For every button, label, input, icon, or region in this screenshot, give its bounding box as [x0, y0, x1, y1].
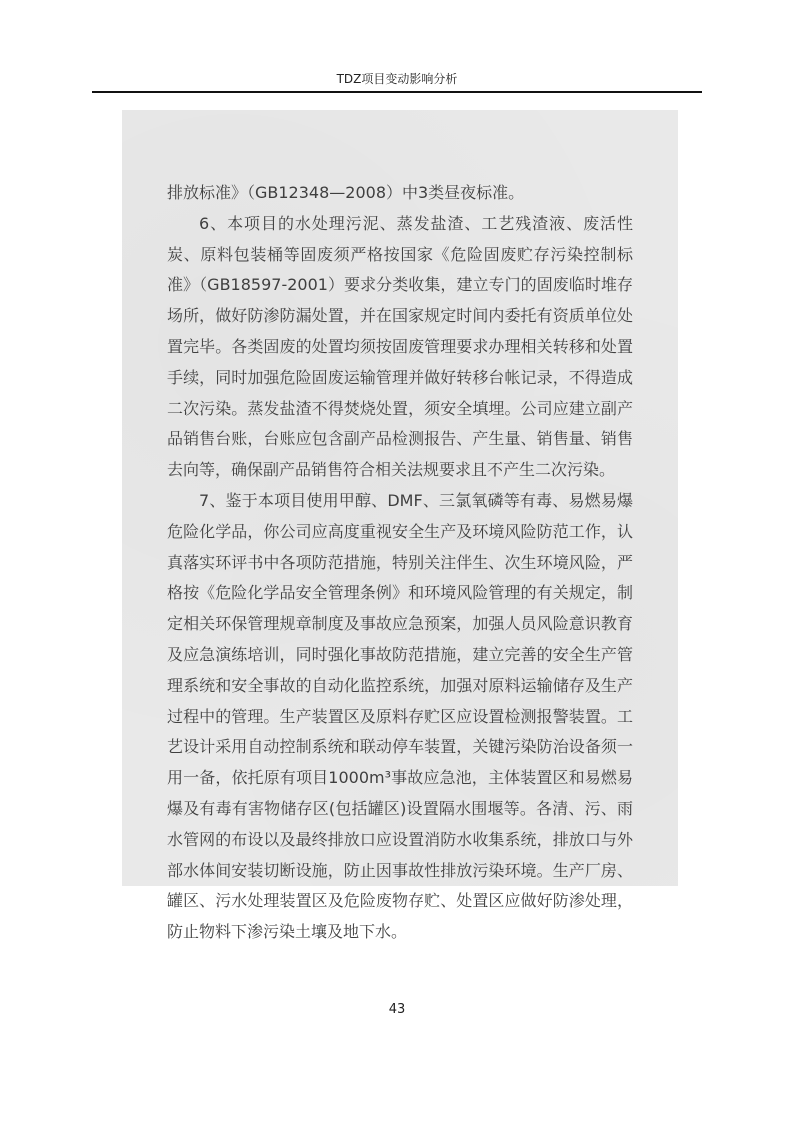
paragraph-continuation: 排放标准》（GB12348—2008）中3类昼夜标准。 — [167, 183, 525, 202]
header-divider — [92, 91, 702, 93]
paragraph-item-7: 7、鉴于本项目使用甲醇、DMF、三氯氧磷等有毒、易燃易爆危险化学品，你公司应高度重视安全生产及环境风险防范工作，认真落实环评书中各项防范措施，特别关注伴生、次生环境风险，严格按《危险化学品安全管理条例》和环境风险管理的有关规定，制定相关环保管理规章制度及事故应急预案，加强人员风险意识教育及应急演练培训，同时强化事故防范措施，建立完善的安全生产管理系统和安全事故的自动化监控系统，加强对原料运输储存及生产过程中的管理。生产装置区及原料存贮区应设置检测报警装置。工艺设计采用自动控制系统和联动停车装置，关键污染防治设备须一用一备，依托原有项目1000m³事故应急池，主体装置区和易燃易爆及有毒有害物储存区(包括罐区)设置隔水围堰等。各清、污、雨水管网的布设以及最终排放口应设置消防水收集系统，排放口与外部水体间安装切断设施，防止因事故性排放污染环境。生产厂房、罐区、污水处理装置区及危险废物存贮、处置区应做好防渗处理，防止物料下渗污染土壤及地下水。 — [167, 490, 633, 942]
paragraph-item-6: 6、本项目的水处理污泥、蒸发盐渣、工艺残渣液、废活性炭、原料包装桶等固废须严格按国家《危险固废贮存污染控制标准》（GB18597-2001）要求分类收集，建立专门的固废临时堆存场所，做好防渗防漏处置，并在国家规定时间内委托有资质单位处置完毕。各类固废的处置均须按固废管理要求办理相关转移和处置手续，同时加强危险固废运输管理并做好转移台帐记录，不得造成二次污染。蒸发盐渣不得焚烧处置，须安全填埋。公司应建立副产品销售台账，台账应包含副产品检测报告、产生量、销售量、销售去向等，确保副产品销售符合相关法规要求且不产生二次污染。 — [167, 213, 633, 480]
document-body — [167, 178, 633, 948]
scanned-document-image — [122, 110, 678, 942]
page-header-title: TDZ项目变动影响分析 — [336, 72, 458, 86]
page-number: 43 — [388, 1002, 406, 1017]
